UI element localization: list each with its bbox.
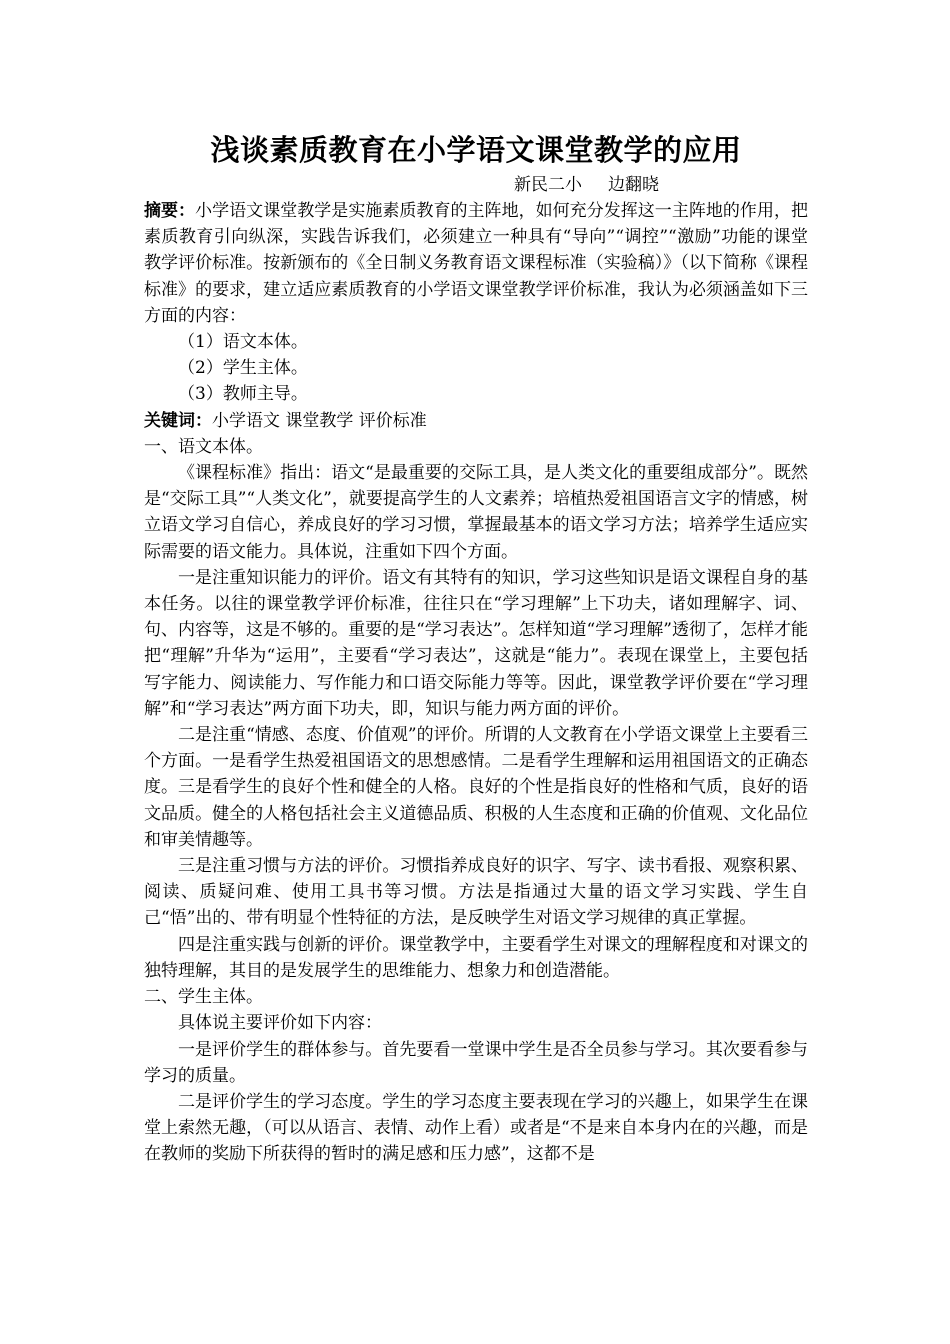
document-title: 浅谈素质教育在小学语文课堂教学的应用	[210, 133, 742, 167]
abstract-text: 小学语文课堂教学是实施素质教育的主阵地，如何充分发挥这一主阵地的作用，把素质教育引向纵深，实践告诉我们，必须建立一种具有“导向”“调控”“激励”功能的课堂教学评价标准。按新颁布的《全日制义务教育语文课程标准（实验稿）》（以下简称《课程标准》的要求，建立适应素质教育的小学语文课堂教学评价标准，我认为必须涵盖如下三方面的内容：	[144, 201, 809, 326]
abstract-label: 摘要：	[144, 201, 196, 221]
keywords-text: 小学语文 课堂教学 评价标准	[212, 410, 427, 431]
section-1-heading: 一、语文本体。	[144, 436, 263, 457]
keywords-paragraph	[144, 408, 808, 434]
section-1-paragraph-1: 《课程标准》指出：语文“是最重要的交际工具，是人类文化的重要组成部分”。既然是“交际工具”“人类文化”，就要提高学生的人文素养；培植热爱祖国语言文字的情感，树立语文学习自信心，养成良好的学习习惯，掌握最基本的语文学习方法；培养学生适应实际需要的语文能力。具体说，注重如下四个方面。	[144, 463, 808, 562]
abstract-item-2: （2）学生主体。	[178, 358, 308, 379]
section-1-paragraph-5: 四是注重实践与创新的评价。课堂教学中，主要看学生对课文的理解程度和对课文的独特理解，其目的是发展学生的思维能力、想象力和创造潜能。	[144, 934, 808, 981]
section-1-paragraph-2: 一是注重知识能力的评价。语文有其特有的知识，学习这些知识是语文课程自身的基本任务。以往的课堂教学评价标准，往往只在“学习理解”上下功夫，诸如理解字、词、句、内容等，这是不够的。重要的是“学习表达”。怎样知道“学习理解”透彻了，怎样才能把“理解”升华为“运用”，主要看“学习表达”，这就是“能力”。表现在课堂上，主要包括写字能力、阅读能力、写作能力和口语交际能力等等。因此，课堂教学评价要在“学习理解”和“学习表达”两方面下功夫，即，知识与能力两方面的评价。	[144, 567, 808, 719]
document-page	[144, 128, 808, 1168]
section-2-paragraph-2: 一是评价学生的群体参与。首先要看一堂课中学生是否全员参与学习。其次要看参与学习的质量。	[144, 1039, 808, 1086]
abstract-item-1: （1）语文本体。	[178, 332, 308, 353]
section-1-paragraph-3: 二是注重“情感、态度、价值观”的评价。所谓的人文教育在小学语文课堂上主要看三个方面。一是看学生热爱祖国语文的思想感情。二是看学生理解和运用祖国语文的正确态度。三是看学生的良好个性和健全的人格。良好的个性是指良好的性格和气质，良好的语文品质。健全的人格包括社会主义道德品质、积极的人生态度和正确的价值观、文化品位和审美情趣等。	[144, 725, 808, 850]
byline	[144, 172, 808, 198]
section-2-paragraph-3: 二是评价学生的学习态度。学生的学习态度主要表现在学习的兴趣上，如果学生在课堂上索然无趣，（可以从语言、表情、动作上看）或者是“不是来自本身内在的兴趣，而是在教师的奖励下所获得的暂时的满足感和压力感”，这都不是	[144, 1091, 808, 1165]
abstract-paragraph	[144, 198, 808, 329]
section-2-heading: 二、学生主体。	[144, 987, 263, 1008]
keywords-label: 关键词：	[144, 410, 212, 431]
section-1-paragraph-4: 三是注重习惯与方法的评价。习惯指养成良好的识字、写字、读书看报、观察积累、阅读、质疑问难、使用工具书等习惯。方法是指通过大量的语文学习实践、学生自己“悟”出的、带有明显个性特征的方法，是反映学生对语文学习规律的真正掌握。	[144, 856, 808, 929]
section-2-paragraph-1: 具体说主要评价如下内容：	[178, 1013, 382, 1034]
author-name: 边翻晓	[608, 175, 659, 195]
school-name: 新民二小	[514, 175, 582, 195]
abstract-item-3: （3）教师主导。	[178, 384, 308, 405]
